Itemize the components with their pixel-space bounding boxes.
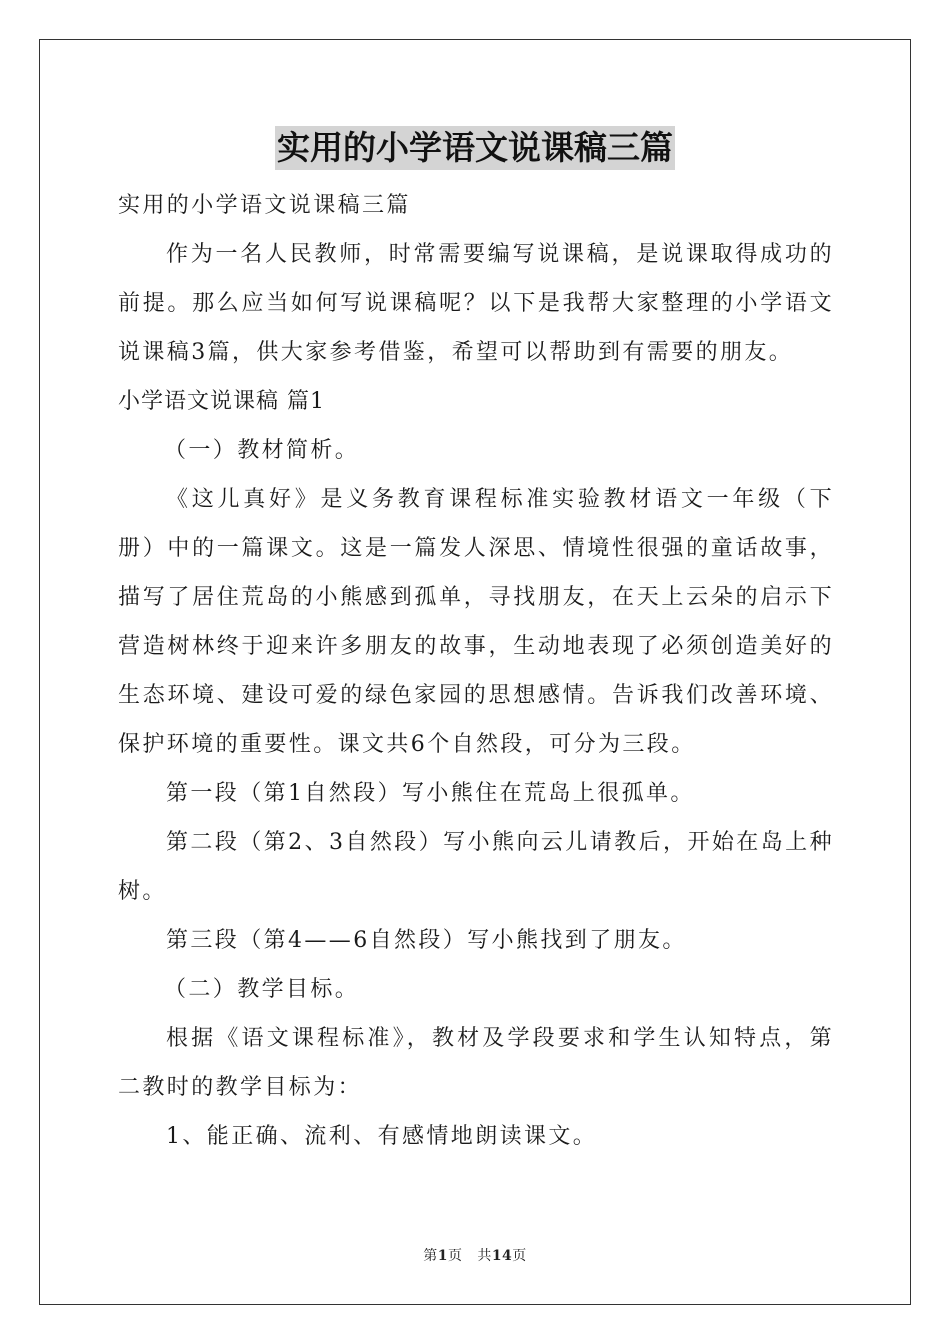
document-body	[118, 181, 834, 1161]
footer-page-prefix: 第	[423, 1248, 438, 1264]
document-title: 实用的小学语文说课稿三篇	[275, 126, 675, 170]
goal-item-1: 1、能正确、流利、有感情地朗读课文。	[166, 1124, 598, 1149]
subtitle-line: 实用的小学语文说课稿三篇	[118, 193, 411, 218]
footer-total-prefix: 共	[477, 1248, 492, 1264]
footer-total-pages: 14	[491, 1248, 513, 1264]
title-container	[0, 126, 950, 170]
section-heading: 小学语文说课稿 篇1	[118, 389, 325, 414]
footer-page-number: 1	[437, 1248, 448, 1264]
goals-paragraph: 根据《语文课程标准》，教材及学段要求和学生认知特点，第二教时的教学目标为：	[118, 1026, 834, 1100]
segment-3-paragraph: 第三段（第4——6自然段）写小熊找到了朋友。	[166, 928, 687, 953]
footer-total-suffix: 页	[512, 1248, 527, 1264]
segment-1-paragraph: 第一段（第1自然段）写小熊住在荒岛上很孤单。	[166, 781, 695, 806]
segment-2-paragraph: 第二段（第2、3自然段）写小熊向云儿请教后，开始在岛上种树。	[118, 830, 834, 904]
subsection-heading-2: （二）教学目标。	[164, 977, 360, 1002]
analysis-paragraph: 《这儿真好》是义务教育课程标准实验教材语文一年级（下册）中的一篇课文。这是一篇发人深思、情境性很强的童话故事，描写了居住荒岛的小熊感到孤单，寻找朋友，在天上云朵的启示下营造树林终于迎来许多朋友的故事，生动地表现了必须创造美好的生态环境、建设可爱的绿色家园的思想感情。告诉我们改善环境、保护环境的重要性。课文共6个自然段，可分为三段。	[118, 487, 834, 757]
subsection-heading-1: （一）教材简析。	[164, 438, 360, 463]
intro-paragraph: 作为一名人民教师，时常需要编写说课稿，是说课取得成功的前提。那么应当如何写说课稿呢？以下是我帮大家整理的小学语文说课稿3篇，供大家参考借鉴，希望可以帮助到有需要的朋友。	[118, 242, 834, 365]
page-footer	[0, 1245, 950, 1265]
footer-page-suffix: 页	[447, 1248, 463, 1264]
